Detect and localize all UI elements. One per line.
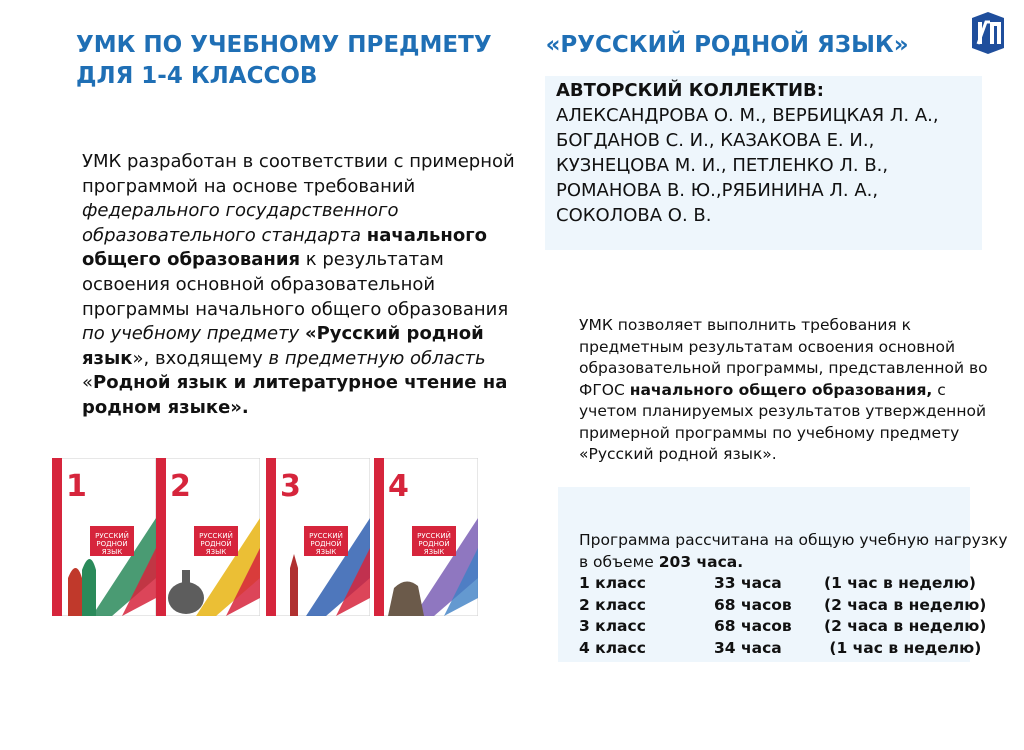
text-run-italic: по учебному предмету: [82, 323, 300, 345]
hours: 68 часов: [714, 595, 792, 614]
grade: 2 класс: [579, 595, 646, 614]
umk-results-text: [579, 315, 999, 466]
title-line2: ДЛЯ 1-4 КЛАССОВ: [76, 63, 318, 89]
book-number: 1: [66, 469, 87, 504]
text-run: УМК разработан в соответствии с примерной программой на основе требований: [82, 151, 515, 197]
per-week: (1 час в неделю): [824, 574, 976, 592]
svg-text:ЯЗЫК: ЯЗЫК: [423, 548, 445, 556]
authors-line: СОКОЛОВА О. В.: [556, 205, 712, 226]
svg-text:ЯЗЫК: ЯЗЫК: [205, 548, 227, 556]
book-cover-1: [52, 458, 156, 616]
text-run-italic: в предметную область: [268, 347, 486, 369]
program-row: [579, 595, 1019, 617]
text-run-italic: федерального государственного образовательного стандарта: [82, 200, 399, 246]
program-row: [579, 616, 1019, 638]
umk-description: [82, 150, 522, 421]
book-number: 2: [170, 469, 191, 504]
book-cover-4: [374, 458, 478, 616]
program-total: 203 часа.: [658, 552, 744, 571]
text-run: с учетом планируемых результатов утвержденной примерной программы по учебному предмету «Русский родной язык».: [579, 380, 987, 463]
svg-text:РОДНОЙ: РОДНОЙ: [96, 540, 128, 548]
book-cover-3: [266, 458, 370, 616]
textbook-covers: [52, 458, 478, 618]
program-intro: Программа рассчитана на общую учебную нагрузку в объеме: [579, 531, 1008, 571]
hours: 33 часа: [714, 574, 782, 592]
program-row: [579, 638, 1019, 660]
text-run: », входящему: [132, 347, 269, 369]
text-run-bold: начального общего образования: [82, 224, 488, 271]
text-run: УМК позволяет выполнить требования к предметным результатам освоения основной образовательной программы, представленной во ФГОС: [579, 316, 988, 399]
logo-icon: [966, 8, 1010, 56]
svg-text:ЯЗЫК: ЯЗЫК: [315, 548, 337, 556]
authors-box: [545, 76, 982, 250]
svg-text:РУССКИЙ: РУССКИЙ: [199, 532, 233, 540]
grade: 3 класс: [579, 617, 646, 635]
svg-text:ЯЗЫК: ЯЗЫК: [101, 548, 123, 556]
authors-line: БОГДАНОВ С. И., КАЗАКОВА Е. И.,: [556, 130, 875, 151]
program-hours: [579, 530, 1019, 659]
hours: 68 часов: [714, 617, 792, 635]
text-run-bold: «Русский родной язык: [82, 323, 484, 369]
program-row: [579, 573, 1019, 595]
text-run-bold: Родной язык и литературное чтение на родном языке».: [82, 372, 508, 418]
book-cover-2: [156, 458, 260, 616]
book-number: 4: [388, 469, 409, 504]
authors-heading: АВТОРСКИЙ КОЛЛЕКТИВ:: [556, 80, 824, 101]
authors-line: РОМАНОВА В. Ю.,РЯБИНИНА Л. А.,: [556, 180, 879, 201]
title-line1-right: «РУССКИЙ РОДНОЙ ЯЗЫК»: [545, 32, 909, 58]
authors-line: АЛЕКСАНДРОВА О. М., ВЕРБИЦКАЯ Л. А.,: [556, 105, 939, 126]
text-run-bold: начального общего образования,: [629, 380, 933, 399]
per-week: (2 часа в неделю): [824, 617, 987, 635]
svg-text:РОДНОЙ: РОДНОЙ: [310, 540, 342, 548]
book-number: 3: [280, 469, 301, 504]
grade: 1 класс: [579, 574, 646, 592]
svg-text:РУССКИЙ: РУССКИЙ: [95, 532, 129, 540]
hours: 34 часа: [714, 638, 782, 657]
authors-line: КУЗНЕЦОВА М. И., ПЕТЛЕНКО Л. В.,: [556, 155, 889, 176]
per-week: (2 часа в неделю): [824, 595, 987, 614]
svg-text:РУССКИЙ: РУССКИЙ: [417, 532, 451, 540]
svg-text:РУССКИЙ: РУССКИЙ: [309, 532, 343, 540]
title-line1-left: УМК ПО УЧЕБНОМУ ПРЕДМЕТУ: [76, 32, 492, 58]
text-run: «: [82, 372, 94, 394]
svg-text:РОДНОЙ: РОДНОЙ: [418, 540, 450, 548]
per-week: (1 час в неделю): [824, 638, 982, 657]
text-run: к результатам освоения основной образовательной программы начального общего образования: [82, 249, 509, 320]
svg-text:РОДНОЙ: РОДНОЙ: [200, 540, 232, 548]
grade: 4 класс: [579, 638, 646, 657]
